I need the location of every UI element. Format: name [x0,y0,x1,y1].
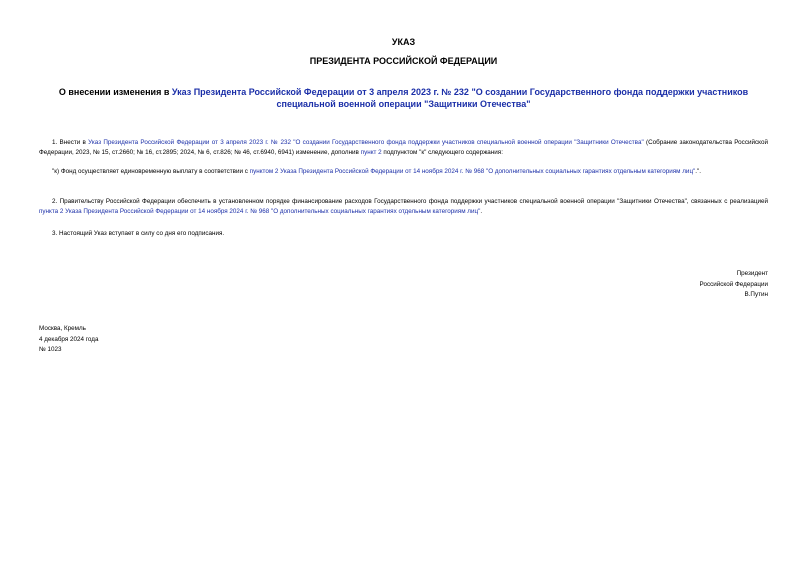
document-date: 4 декабря 2024 года [39,335,99,343]
decree-968-point-link-2[interactable]: пункта 2 Указа Президента Российской Федерации от 14 ноября 2024 г. № 968 "О дополнительных социальных гарантиях отдельным категориям лиц" [39,207,481,215]
place-city: Москва, Кремль [39,325,86,332]
subject-decree-link[interactable]: Указ Президента Российской Федерации от 3 апреля 2023 г. № 232 "О создании Государственного фонда поддержки участников специальной военной операции "Защитники Отечества" [171,87,749,109]
paragraph-3 [39,197,768,216]
paragraph-3-prefix: 2. Правительству Российской Федерации обеспечить в установленном порядке финансирование расходов Государственного фонда поддержки участников специальной военной операции "Защитники Отечества", связанных с реализацией [52,198,768,205]
paragraph-1-middle: (Собрание законодательства Российской Федерации, 2023, № 15, ст.2660; № 16, ст.2895; 2024, № 6, ст.826; № 46, ст.6940, 6941) изменение, дополнив [39,139,769,156]
subject-prefix: О внесении изменения в [58,87,172,97]
paragraph-2 [39,167,768,177]
signature-block [700,269,768,301]
signature-position: Президент [736,270,768,277]
decree-968-point-link[interactable]: пунктом 2 Указа Президента Российской Федерации от 14 ноября 2024 г. № 968 "О дополнительных социальных гарантиях отдельным категориям лиц" [249,168,696,175]
paragraph-4 [39,229,768,239]
paragraph-1-prefix: 1. Внести в [52,139,89,146]
signature-country: Российской Федерации [699,280,768,288]
signature-name: В.Путин [744,291,768,299]
paragraph-2-prefix: "к) Фонд осуществляет единовременную выплату в соответствии с [52,168,250,175]
paragraph-1 [39,138,768,157]
document-title: УКАЗ [391,37,416,47]
paragraph-2-suffix: .". [695,168,702,175]
paragraph-4-text: 3. Настоящий Указ вступает в силу со дня его подписания. [52,230,225,237]
point-2-link[interactable]: пункт 2 [360,148,382,156]
decree-232-link[interactable]: Указ Президента Российской Федерации от 3 апреля 2023 г. № 232 "О создании Государственного фонда поддержки участников специальной военной операции "Защитники Отечества" [88,139,644,146]
paragraph-1-suffix: подпунктом "к" следующего содержания: [381,148,503,156]
document-number: № 1023 [39,346,62,354]
paragraph-3-suffix: . [480,207,483,215]
document-subject [45,87,762,110]
document-subtitle: ПРЕЗИДЕНТА РОССИЙСКОЙ ФЕДЕРАЦИИ [309,56,498,66]
place-date-block [39,324,98,356]
